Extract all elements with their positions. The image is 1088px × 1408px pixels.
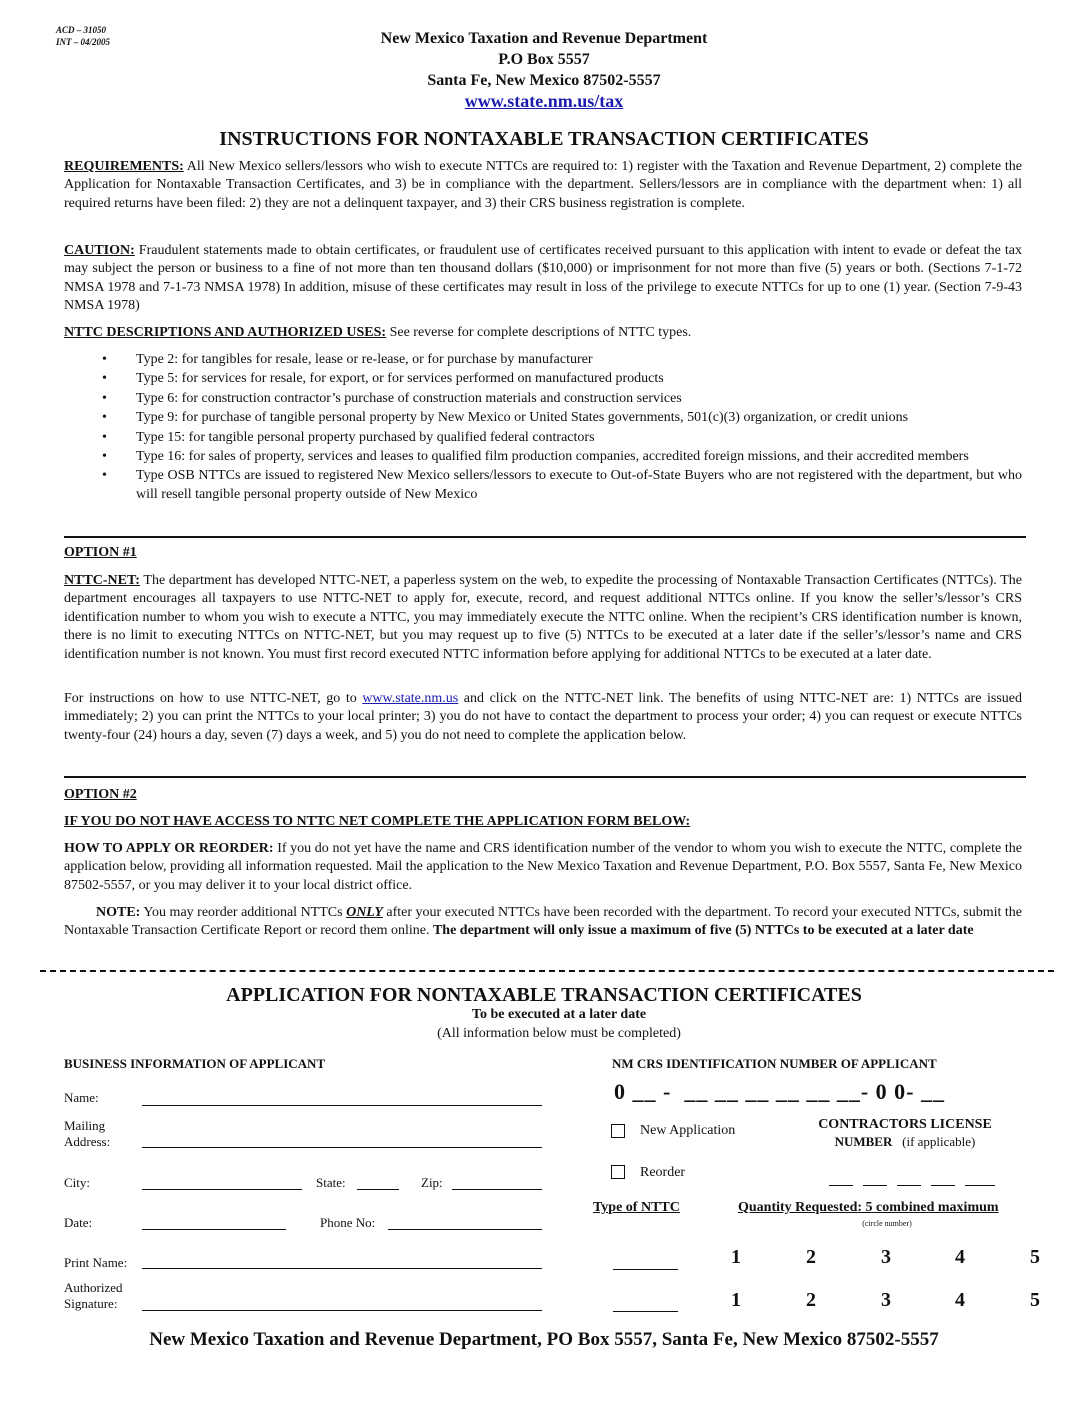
type-of-nttc-heading: Type of NTTC xyxy=(593,1200,680,1215)
list-item xyxy=(100,351,1022,369)
application-title: APPLICATION FOR NONTAXABLE TRANSACTION CERTIFICATES xyxy=(226,984,862,1006)
note-bold: The department will only issue a maximum of five (5) NTTCs to be executed at a later date xyxy=(432,923,974,939)
quantity-option[interactable]: 1 xyxy=(731,1289,741,1311)
header-url-wrap xyxy=(0,91,1088,112)
business-heading: BUSINESS INFORMATION OF APPLICANT xyxy=(64,1056,326,1071)
phone-field[interactable] xyxy=(388,1229,542,1230)
caution-text: Fraudulent statements made to obtain certificates, or fraudulent use of certificates received pursuant to this application with intent to evade or defeat the tax may subject the person or business to a fine of not more than ten thousand dollars ($10,000) or imprisonment for not more than five (5) years or both. (Sections 7-1-72 NMSA 1978 and 7-1-73 NMSA 1978) In addition, misuse of these certificates may result in loss of the privilege to execute NTTCs for up to one (1) year. (Section 7-9-43 NMSA 1978) xyxy=(64,243,1023,314)
type-text: Type 9: for purchase of tangible personal property by New Mexico or United States governments, 501(c)(3) organization, or credit unions xyxy=(136,410,909,426)
quantity-option[interactable]: 4 xyxy=(955,1246,965,1268)
city-field[interactable] xyxy=(142,1189,302,1190)
new-application-checkbox[interactable] xyxy=(611,1124,625,1138)
date-field[interactable] xyxy=(142,1229,286,1230)
signature-label: Signature: xyxy=(64,1296,118,1311)
state-field[interactable] xyxy=(357,1189,399,1190)
type-text: Type 5: for services for resale, for export, or for services performed on manufactured products xyxy=(136,371,664,387)
cut-line xyxy=(40,970,1054,972)
type-text: Type OSB NTTCs are issued to registered New Mexico sellers/lessors to execute to Out-of-State Buyers who are not registered with the department, but who will resell tangible personal property outside of New Mexico xyxy=(136,468,1022,502)
license-digit-field[interactable] xyxy=(965,1185,995,1186)
header-department: New Mexico Taxation and Revenue Department xyxy=(380,30,708,47)
list-item xyxy=(100,409,1022,427)
quantity-heading: Quantity Requested: 5 combined maximum xyxy=(738,1200,999,1215)
section-divider xyxy=(64,536,1026,538)
city-label: City: xyxy=(64,1175,91,1190)
state-label: State: xyxy=(316,1175,346,1190)
form-code-line: ACD – 31050 xyxy=(56,25,107,35)
name-field[interactable] xyxy=(142,1105,542,1106)
instructions-link[interactable]: www.state.nm.us xyxy=(362,691,459,706)
option2-subheading: IF YOU DO NOT HAVE ACCESS TO NTTC NET COMPLETE THE APPLICATION FORM BELOW: xyxy=(64,814,691,829)
nttc-net-paragraph xyxy=(64,572,1022,664)
bullet-icon: • xyxy=(102,371,107,387)
license-digit-field[interactable] xyxy=(897,1185,921,1186)
application-subtitle: To be executed at a later date xyxy=(471,1007,647,1022)
name-label: Name: xyxy=(64,1090,99,1105)
license-digit-field[interactable] xyxy=(931,1185,955,1186)
header-po-box: P.O Box 5557 xyxy=(498,51,590,68)
instructions-paragraph xyxy=(64,690,1022,745)
contractors-license-label: CONTRACTORS LICENSE xyxy=(818,1117,992,1132)
bullet-icon: • xyxy=(102,468,107,484)
quantity-option[interactable]: 3 xyxy=(881,1289,891,1311)
howto-label: HOW TO APPLY OR REORDER: xyxy=(64,841,274,856)
bullet-icon: • xyxy=(102,410,107,426)
license-number-label: NUMBER xyxy=(834,1134,893,1149)
license-digit-field[interactable] xyxy=(863,1185,887,1186)
caution-label: CAUTION: xyxy=(64,243,135,258)
crs-number-field[interactable]: 0 __ - __ __ __ __ __ __- 0 0- __ xyxy=(614,1079,945,1104)
zip-field[interactable] xyxy=(452,1189,542,1190)
requirements-text: All New Mexico sellers/lessors who wish to execute NTTCs are required to: 1) register with the Taxation and Revenue Department, 2) complete the Application for Nontaxable Transaction Certificates, and 3) be in compliance with the department. Sellers/lessors are in compliance with the department when: 1) all required returns have been filed: 2) they are not a delinquent taxpayer, and 3) their CRS business registration is complete. xyxy=(64,159,1022,211)
nttc-net-text: The department has developed NTTC-NET, a paperless system on the web, to expedite the processing of Nontaxable Transaction Certificates (NTTCs). The department encourages all taxpayers to use NTTC-NET to apply for, execute, record, and request additional NTTCs online. If you know the seller’s/lessor’s CRS identification number to whom you wish to execute a NTTC, you may immediately execute the NTTC online. When the recipient’s CRS identification number is known, there is no limit to executing NTTCs on NTTC-NET, but you may request up to five (5) NTTCs to be executed at a later date if the seller’s/lessor’s name and CRS identification number is not known. You must first record executed NTTC information before applying for additional NTTCs to be executed at a later date. xyxy=(64,573,1023,662)
nttc-type-field[interactable] xyxy=(613,1311,678,1312)
address-field[interactable] xyxy=(142,1147,542,1148)
list-item xyxy=(100,467,1022,504)
bullet-icon: • xyxy=(102,429,107,445)
date-label: Date: xyxy=(64,1215,93,1230)
quantity-option[interactable]: 2 xyxy=(806,1246,816,1268)
descriptions-text: See reverse for complete descriptions of NTTC types. xyxy=(389,325,692,340)
phone-label: Phone No: xyxy=(320,1215,376,1230)
license-digit-field[interactable] xyxy=(829,1185,853,1186)
quantity-option[interactable]: 2 xyxy=(806,1289,816,1311)
option1-heading: OPTION #1 xyxy=(64,545,137,560)
requirements-paragraph xyxy=(64,158,1022,213)
type-text: Type 15: for tangible personal property purchased by qualified federal contractors xyxy=(136,429,595,445)
header-city: Santa Fe, New Mexico 87502-5557 xyxy=(427,72,661,89)
quantity-option[interactable]: 3 xyxy=(881,1246,891,1268)
type-text: Type 2: for tangibles for resale, lease or re-lease, or for purchase by manufacturer xyxy=(136,352,593,367)
caution-paragraph xyxy=(64,242,1022,316)
signature-field[interactable] xyxy=(142,1310,542,1311)
license-number-line xyxy=(790,1134,1020,1150)
note-text-pre: You may reorder additional NTTCs xyxy=(143,905,347,920)
list-item xyxy=(100,448,1022,466)
quantity-option[interactable]: 1 xyxy=(731,1246,741,1268)
address-label: Address: xyxy=(64,1134,111,1149)
note-only: ONLY xyxy=(346,905,383,920)
if-applicable-label: (if applicable) xyxy=(902,1134,976,1149)
section-divider xyxy=(64,776,1026,778)
instructions-text-post: and click on the NTTC-NET link. The benefits of using NTTC-NET are: 1) NTTCs are issued immediately; 2) you can print the NTTCs to your local printer; 3) you do not have to contact the department to process your order; 4) you can request or execute NTTCs twenty-four (24) hours a day, seven (7) days a week, and 5) you do not need to complete the application below. xyxy=(64,691,1022,743)
note-paragraph xyxy=(64,904,1022,941)
option2-heading: OPTION #2 xyxy=(64,787,137,802)
descriptions-label: NTTC DESCRIPTIONS AND AUTHORIZED USES: xyxy=(64,325,387,340)
application-note: (All information below must be completed) xyxy=(437,1026,681,1041)
list-item xyxy=(100,429,1022,447)
reorder-label: Reorder xyxy=(640,1165,686,1180)
bullet-icon: • xyxy=(102,449,107,465)
bullet-icon: • xyxy=(102,352,107,367)
note-text-mid: after your executed NTTCs have been recorded with the department. To record your executed NTTCs, submit the Nontaxable Transaction Certificate Report or record them online. xyxy=(64,905,1022,939)
list-item xyxy=(100,370,1022,388)
list-item xyxy=(100,390,1022,408)
instructions-text-pre: For instructions on how to use NTTC-NET, go to xyxy=(64,691,363,706)
nttc-net-label: NTTC-NET: xyxy=(64,573,140,588)
requirements-label: REQUIREMENTS: xyxy=(64,159,184,174)
type-text: Type 6: for construction contractor’s purchase of construction materials and construction services xyxy=(136,390,682,406)
howto-paragraph xyxy=(64,840,1022,895)
print-name-label: Print Name: xyxy=(64,1255,128,1270)
header-url-link[interactable]: www.state.nm.us/tax xyxy=(464,91,624,111)
print-name-field[interactable] xyxy=(142,1268,542,1269)
circle-number-note: (circle number) xyxy=(862,1219,912,1228)
authorized-label: Authorized xyxy=(64,1280,123,1295)
reorder-checkbox[interactable] xyxy=(611,1165,625,1179)
quantity-option[interactable]: 5 xyxy=(1030,1246,1040,1268)
new-application-label: New Application xyxy=(640,1123,736,1138)
bullet-icon: • xyxy=(102,390,107,406)
note-label: NOTE: xyxy=(96,905,141,920)
nttc-type-list xyxy=(100,351,1022,505)
quantity-option[interactable]: 4 xyxy=(955,1289,965,1311)
howto-text: If you do not yet have the name and CRS identification number of the vendor to whom you wish to execute the NTTC, complete the application below, providing all information requested. Mail the application to the New Mexico Taxation and Revenue Department, P.O. Box 5557, Santa Fe, New Mexico 87502-5557, or you may deliver it to your local district office. xyxy=(64,841,1022,893)
mailing-label: Mailing xyxy=(64,1118,106,1133)
crs-heading: NM CRS IDENTIFICATION NUMBER OF APPLICANT xyxy=(612,1056,937,1071)
quantity-option[interactable]: 5 xyxy=(1030,1289,1040,1311)
footer-address: New Mexico Taxation and Revenue Department, PO Box 5557, Santa Fe, New Mexico 87502-5557 xyxy=(149,1329,939,1350)
page-title: INSTRUCTIONS FOR NONTAXABLE TRANSACTION CERTIFICATES xyxy=(219,128,869,150)
nttc-type-field[interactable] xyxy=(613,1269,678,1270)
zip-label: Zip: xyxy=(421,1175,443,1190)
descriptions-paragraph xyxy=(64,324,1022,342)
type-text: Type 16: for sales of property, services and leases to qualified film production companies, accredited foreign missions, and their accredited members xyxy=(136,449,969,465)
form-code-line: INT – 04/2005 xyxy=(56,37,110,47)
